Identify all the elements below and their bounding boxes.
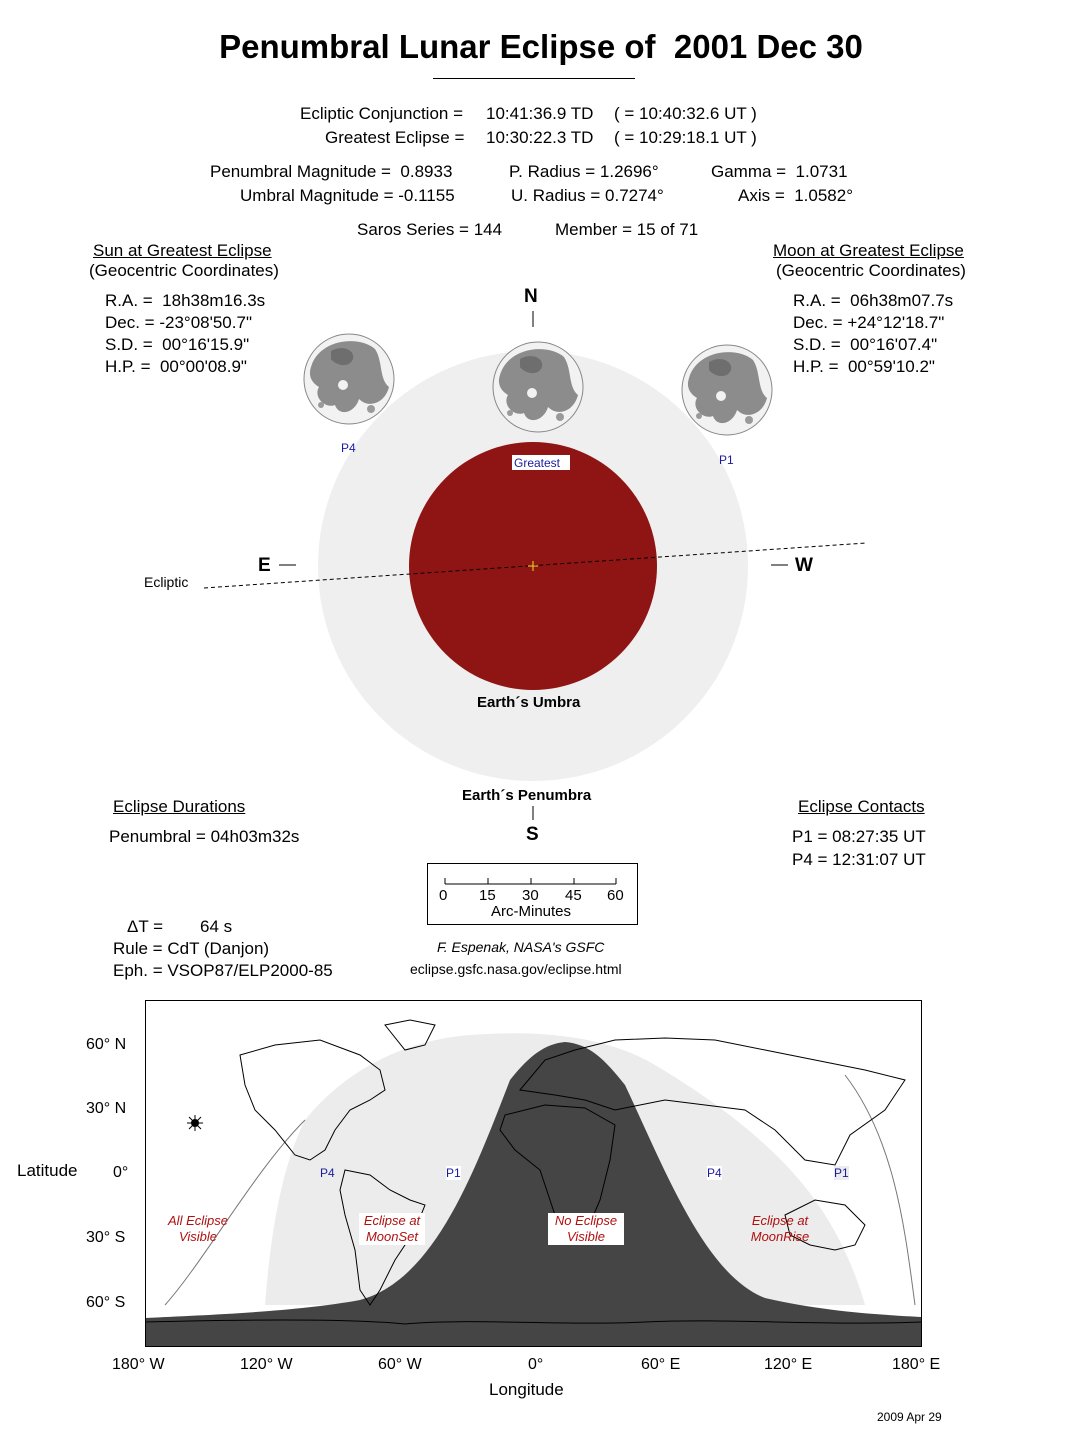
penumbral-duration: Penumbral = 04h03m32s [109, 827, 300, 846]
ecliptic-label: Ecliptic [144, 574, 189, 590]
lat-tick-60n: 60° N [86, 1036, 127, 1053]
map-p1-east: P1 [834, 1166, 849, 1180]
visibility-map [145, 1000, 922, 1347]
greatest-label: Greatest Eclipse = [325, 128, 465, 147]
greatest-ut: ( = 10:29:18.1 UT ) [614, 128, 757, 147]
eclipse-diagram [0, 280, 1082, 860]
umbra-label: Earth´s Umbra [477, 694, 581, 711]
greatest-td: 10:30:22.3 TD [486, 128, 594, 147]
lon-tick-0: 0° [528, 1356, 544, 1373]
east-label: E [258, 555, 271, 576]
sun-heading: Sun at Greatest Eclipse [93, 241, 272, 260]
ephemeris: Eph. = VSOP87/ELP2000-85 [113, 961, 333, 980]
moon-subheading: (Geocentric Coordinates) [776, 261, 966, 280]
contact-p1: P1 = 08:27:35 UT [792, 827, 926, 846]
penumbral-magnitude: Penumbral Magnitude = 0.8933 [210, 162, 453, 181]
north-label: N [524, 286, 538, 307]
saros-member: Member = 15 of 71 [555, 220, 699, 239]
scale-tick-0: 0 [439, 887, 448, 904]
region-moonset: Eclipse at MoonSet [359, 1213, 425, 1245]
scale-box [427, 863, 638, 925]
p4-label: P4 [341, 441, 356, 455]
moon-heading: Moon at Greatest Eclipse [773, 241, 964, 260]
map-p4-east: P4 [707, 1166, 722, 1180]
lat-tick-0: 0° [113, 1164, 129, 1181]
scale-tick-45: 45 [565, 887, 582, 904]
region-moonrise: Eclipse at MoonRise [750, 1213, 810, 1244]
map-xlabel: Longitude [489, 1380, 564, 1399]
sun-dec: Dec. = -23°08'50.7" [105, 313, 252, 332]
scale-tick-60: 60 [607, 887, 624, 904]
saros-series: Saros Series = 144 [357, 220, 503, 239]
lat-tick-30s: 30° S [86, 1229, 126, 1246]
lat-tick-60s: 60° S [86, 1294, 126, 1311]
moon-dec: Dec. = +24°12'18.7" [793, 313, 945, 332]
map-ylabel: Latitude [17, 1161, 78, 1180]
gamma: Gamma = 1.0731 [711, 162, 848, 181]
date-stamp: 2009 Apr 29 [877, 1410, 942, 1424]
scale-tick-30: 30 [522, 887, 539, 904]
map-p4-west: P4 [320, 1166, 335, 1180]
scale-tick-15: 15 [479, 887, 496, 904]
credit: F. Espenak, NASA's GSFC [437, 939, 605, 955]
contacts-heading: Eclipse Contacts [798, 797, 925, 816]
moon-hp: H.P. = 00°59'10.2" [793, 357, 935, 376]
lon-tick-60w: 60° W [378, 1356, 422, 1373]
contact-p4: P4 = 12:31:07 UT [792, 850, 926, 869]
axis: Axis = 1.0582° [738, 186, 854, 205]
lon-tick-180w: 180° W [112, 1356, 165, 1373]
west-label: W [795, 555, 813, 576]
p-radius: P. Radius = 1.2696° [509, 162, 659, 181]
sun-sd: S.D. = 00°16'15.9" [105, 335, 250, 354]
scale-unit: Arc-Minutes [491, 903, 572, 920]
region-no-eclipse: No Eclipse Visible [548, 1213, 624, 1245]
penumbra-label: Earth´s Penumbra [462, 787, 592, 804]
u-radius: U. Radius = 0.7274° [511, 186, 664, 205]
conjunction-label: Ecliptic Conjunction = [300, 104, 464, 123]
p1-label: P1 [719, 453, 734, 467]
region-all-visible: All Eclipse Visible [168, 1213, 228, 1244]
moon-p4 [304, 334, 394, 424]
delta-t-label: ΔT = [127, 917, 164, 936]
conjunction-ut: ( = 10:40:32.6 UT ) [614, 104, 757, 123]
moon-p1 [682, 345, 772, 435]
page-title: Penumbral Lunar Eclipse of 2001 Dec 30 [219, 28, 863, 65]
durations-heading: Eclipse Durations [113, 797, 246, 816]
sun-subheading: (Geocentric Coordinates) [89, 261, 279, 280]
moon-sd: S.D. = 00°16'07.4" [793, 335, 938, 354]
moon-greatest [493, 342, 583, 432]
sun-ra: R.A. = 18h38m16.3s [105, 291, 266, 310]
sun-hp: H.P. = 00°00'08.9" [105, 357, 247, 376]
umbral-magnitude: Umbral Magnitude = -0.1155 [240, 186, 455, 205]
source-url[interactable]: eclipse.gsfc.nasa.gov/eclipse.html [410, 961, 622, 977]
title-rule [433, 78, 635, 79]
south-label: S [526, 824, 539, 845]
lon-tick-120e: 120° E [764, 1356, 813, 1373]
rule: Rule = CdT (Danjon) [113, 939, 270, 958]
lon-tick-60e: 60° E [641, 1356, 681, 1373]
lat-tick-30n: 30° N [86, 1100, 127, 1117]
map-p1-west: P1 [446, 1166, 461, 1180]
delta-t-value: 64 s [200, 917, 233, 936]
greatest-label: Greatest [514, 456, 561, 470]
sun-marker [187, 1115, 203, 1131]
moon-ra: R.A. = 06h38m07.7s [793, 291, 954, 310]
lon-tick-120w: 120° W [240, 1356, 293, 1373]
lon-tick-180e: 180° E [892, 1356, 941, 1373]
conjunction-td: 10:41:36.9 TD [486, 104, 594, 123]
